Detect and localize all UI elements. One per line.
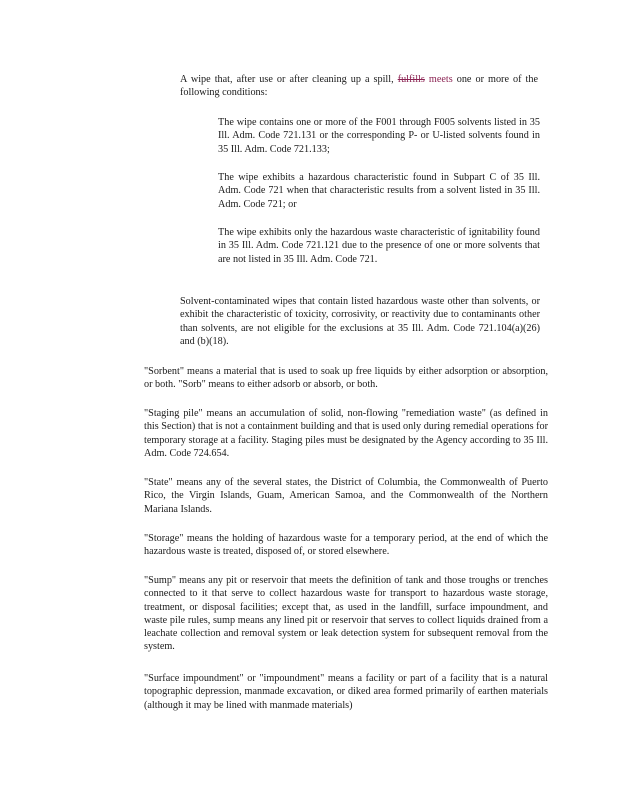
wipe-conditions-intro [180, 73, 538, 100]
inserted-word: meets [428, 74, 453, 85]
deleted-word: fulfills [397, 74, 425, 85]
definition-storage: "Storage" means the holding of hazardous waste for a temporary period, at the end of which the hazardous waste is treated, disposed of, or stored elsewhere. [144, 533, 548, 558]
condition-ignitability: The wipe exhibits only the hazardous waste characteristic of ignitability found in 35 Ill. Adm. Code 721.121 due to the presence of one or more solvents that are not listed in 35 Ill. Adm. Code 721. [218, 227, 540, 265]
intro-text-after: one or more of the following conditions: [180, 74, 539, 99]
solvent-contaminated-wipes-paragraph: Solvent-contaminated wipes that contain listed hazardous waste other than solvents, or exhibit the characteristic of toxicity, corrosivity, or reactivity due to contaminants other than solvents, are not eligible for the exclusions at 35 Ill. Adm. Code 721.104(a)(26) and (b)(18). [180, 296, 540, 347]
condition-listed-solvents: The wipe contains one or more of the F001 through F005 solvents listed in 35 Ill. Adm. Code 721.131 or the corresponding P- or U-listed solvents found in 35 Ill. Adm. Code 721.133; [218, 117, 540, 155]
definition-sorbent: "Sorbent" means a material that is used to soak up free liquids by either adsorption or absorption, or both. "Sorb" means to either adsorb or absorb, or both. [144, 366, 548, 391]
intro-text-before: A wipe that, after use or after cleaning up a spill, [180, 74, 398, 85]
definition-sump: "Sump" means any pit or reservoir that meets the definition of tank and those troughs or trenches connected to it that serve to collect hazardous waste for transport to hazardous waste storage, treatment, or disposal facilities; except that, as used in the landfill, surface impoundment, and waste pile rules, sump means any lined pit or reservoir that serves to collect liquids drained from a leachate collection and removal system or leak detection system for subsequent removal from the system. [144, 575, 548, 653]
definition-staging-pile: "Staging pile" means an accumulation of solid, non-flowing "remediation waste" (as defined in this Section) that is not a containment building and that is used only during remedial operations for temporary storage at a facility. Staging piles must be designated by the Agency according to 35 Ill. Adm. Code 724.654. [144, 408, 548, 459]
definition-surface-impoundment: "Surface impoundment" or "impoundment" means a facility or part of a facility that is a natural topographic depression, manmade excavation, or diked area formed primarily of earthen materials (although it may be lined with manmade materials) [144, 673, 548, 711]
condition-hazardous-characteristic: The wipe exhibits a hazardous characteristic found in Subpart C of 35 Ill. Adm. Code 721 when that characteristic results from a solvent listed in 35 Ill. Adm. Code 721; or [218, 172, 540, 210]
definition-state: "State" means any of the several states, the District of Columbia, the Commonwealth of Puerto Rico, the Virgin Islands, Guam, American Samoa, and the Commonwealth of the Northern Mariana Islands. [144, 477, 548, 515]
